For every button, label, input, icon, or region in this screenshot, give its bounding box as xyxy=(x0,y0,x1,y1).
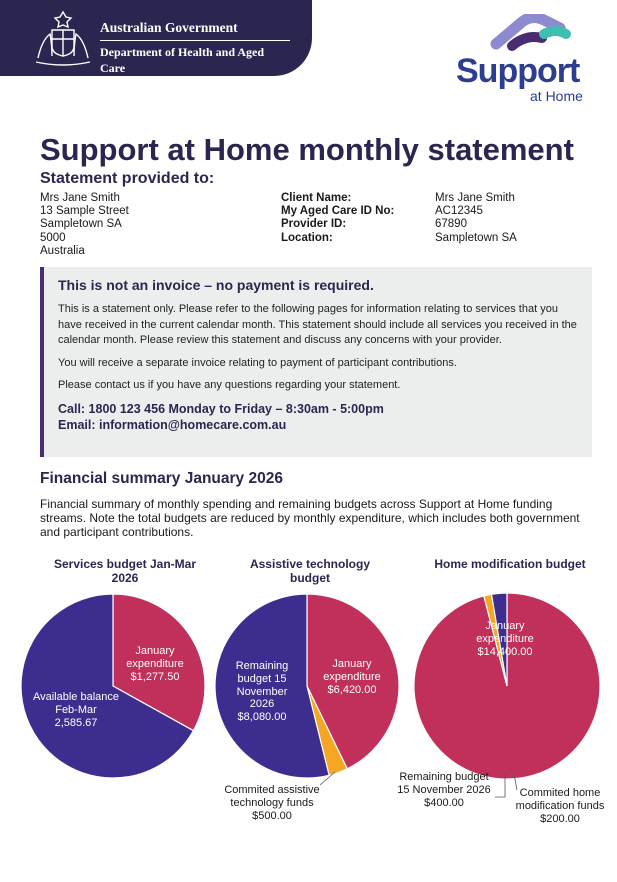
pie2-slice2-name: Remaining budget 15 November 2026 xyxy=(397,771,491,796)
department-name: Department of Health and Aged Care xyxy=(100,45,264,75)
pie2-slice0-value: $14,400.00 xyxy=(477,645,533,658)
client-id-label: My Aged Care ID No: xyxy=(281,205,395,218)
pie2-slice0-label xyxy=(460,620,550,658)
pie2-slice1-name: Commited home modification funds xyxy=(515,787,605,812)
client-name-label: Client Name: xyxy=(281,192,352,204)
pie0-slice0-value: $1,277.50 xyxy=(130,670,180,683)
pie0-slice0-label xyxy=(115,645,195,683)
pie0-slice1-label xyxy=(22,691,130,729)
contact-phone[interactable]: Call: 1800 123 456 Monday to Friday – 8:30am - 5:00pm xyxy=(58,401,384,416)
notice-paragraph-statement: This is a statement only. Please refer to the following pages for information relating to services that you have received in the current calendar month. This statement should include all services you received in the calendar month. Please review this statement and discuss any concerns with your provider. xyxy=(58,303,577,347)
pie1-slice2-label xyxy=(227,660,297,724)
pie1-slice1-name: Commited assistive technology funds xyxy=(224,784,320,809)
financial-summary-heading: Financial summary January 2026 xyxy=(40,470,283,487)
recipient-suburb: Sampletown SA xyxy=(40,218,122,231)
pie1-slice2-value: $8,080.00 xyxy=(237,711,287,724)
pie-title-assistive-technology: Assistive technology budget xyxy=(249,557,371,585)
recipient-name: Mrs Jane Smith xyxy=(40,192,120,204)
provider-id-value: 67890 xyxy=(435,218,467,231)
pie-title-home-modification: Home modification budget xyxy=(434,557,586,571)
logo-subword: at Home xyxy=(530,88,583,104)
pie1-slice0-name: January expenditure xyxy=(323,658,381,683)
pie1-slice0-value: $6,420.00 xyxy=(327,683,377,696)
client-id-value: AC12345 xyxy=(435,205,483,218)
client-name-value: Mrs Jane Smith xyxy=(435,192,515,204)
pie1-slice2-name: Remaining budget 15 November 2026 xyxy=(235,660,289,711)
pie0-slice0-name: January expenditure xyxy=(126,645,184,670)
pie0-slice1-name: Available balance Feb-Mar xyxy=(32,691,120,716)
pie-title-services: Services budget Jan-Mar 2026 xyxy=(53,557,197,585)
location-value: Sampletown SA xyxy=(435,231,517,244)
pie2-slice1-value: $200.00 xyxy=(540,812,580,825)
location-label: Location: xyxy=(281,231,333,244)
recipient-postcode: 5000 xyxy=(40,231,66,244)
notice-paragraph-contact: Please contact us if you have any questions regarding your statement. xyxy=(58,379,401,392)
notice-paragraph-invoice: You will receive a separate invoice relating to payment of participant contributions. xyxy=(58,356,457,369)
notice-heading: This is not an invoice – no payment is required. xyxy=(58,277,374,293)
page-title: Support at Home monthly statement xyxy=(40,132,574,167)
recipient-country: Australia xyxy=(40,244,85,257)
recipient-street: 13 Sample Street xyxy=(40,205,129,218)
pie2-slice2-value: $400.00 xyxy=(424,796,464,809)
government-name: Australian Government xyxy=(100,20,290,41)
logo-word: Support xyxy=(456,52,580,90)
provider-id-label: Provider ID: xyxy=(281,218,347,231)
pie0-slice1-value: 2,585.67 xyxy=(54,716,98,729)
pie2-slice1-label xyxy=(510,787,610,825)
statement-to-heading: Statement provided to: xyxy=(40,170,215,187)
pie1-slice0-label xyxy=(312,658,392,696)
pie1-slice1-value: $500.00 xyxy=(252,809,292,822)
services-budget-pie xyxy=(21,594,205,778)
contact-email[interactable]: Email: information@homecare.com.au xyxy=(58,418,287,433)
pie1-slice1-label xyxy=(212,784,332,822)
pie2-slice2-label xyxy=(395,771,493,809)
financial-summary-description: Financial summary of monthly spending and remaining budgets across Support at Home funding streams. Note the total budgets are reduced by monthly expenditure, which includes both government and participant contributions. xyxy=(40,497,580,540)
pie2-slice0-name: January expenditure xyxy=(476,620,534,645)
